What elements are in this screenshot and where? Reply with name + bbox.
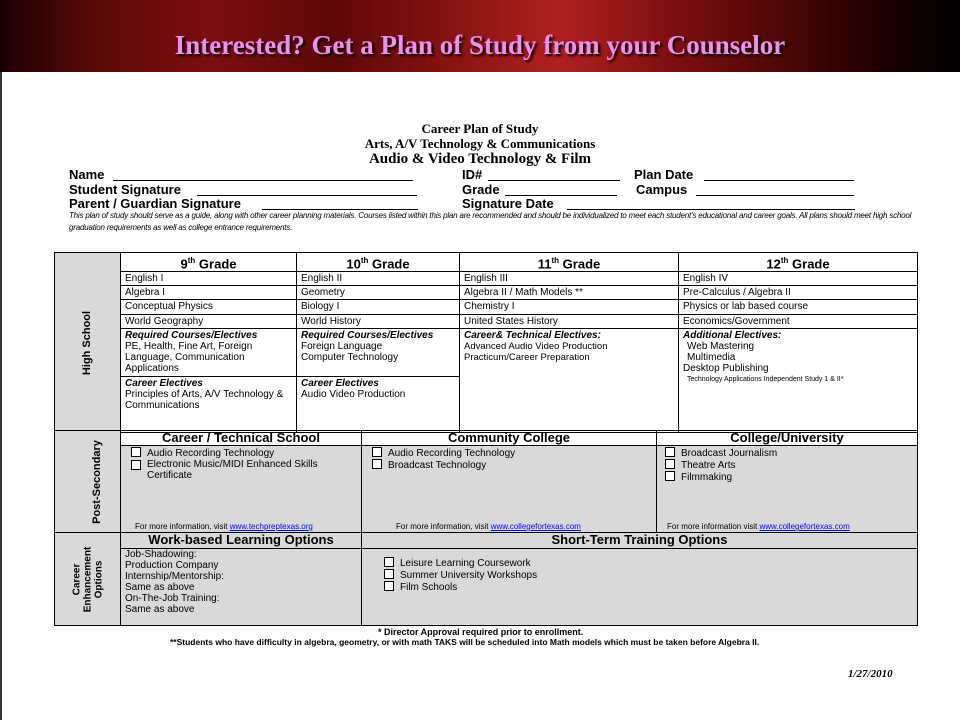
checkbox[interactable]: [372, 447, 382, 457]
option-item: Filmmaking: [665, 471, 909, 483]
plan-note: This plan of study should serve as a guide, along with other career planning materials. Courses listed within this plan are recommended and should be individualized to meet each student's educational and career goals. All plans should meet high school graduation requirements as well as college entrance requirements.: [69, 211, 912, 232]
work-item: Internship/Mentorship:: [125, 571, 224, 582]
plan-date-field[interactable]: [704, 180, 854, 181]
career-enhancement-label-cell: [55, 533, 121, 626]
option-item: Summer University Workshops: [384, 569, 895, 581]
grade-9-header: 9th Grade: [121, 253, 297, 272]
footnote-math: **Students who have difficulty in algebra, geometry, or with math TAKS will be scheduled into Math models which must be taken before Algebra II.: [170, 637, 760, 647]
grade-label: Grade: [462, 182, 500, 197]
course-cell: English II: [297, 272, 460, 286]
course-cell: Economics/Government: [679, 315, 918, 329]
course-cell: English I: [121, 272, 297, 286]
campus-label: Campus: [636, 182, 688, 197]
id-label: ID#: [462, 167, 483, 182]
course-row: [55, 300, 918, 315]
career-enhancement-label: Career Enhancement Options: [71, 546, 105, 612]
elective-item: Desktop Publishing: [683, 363, 769, 375]
course-cell: Pre-Calculus / Algebra II: [679, 286, 918, 300]
required-electives-heading: Required Courses/Electives: [301, 330, 434, 342]
option-item: Broadcast Journalism: [665, 447, 909, 459]
work-based-learning-header: Work-based Learning Options: [121, 533, 362, 549]
high-school-label: High School: [81, 310, 94, 375]
career-electives-heading: Career Electives: [125, 378, 203, 390]
elective-item-small: Technology Applications Independent Study 1 & II*: [687, 376, 844, 384]
option-item: Audio Recording Technology: [131, 447, 351, 459]
career-electives-text: Principles of Arts, A/V Technology & Communications: [125, 389, 284, 412]
course-cell: United States History: [460, 315, 679, 329]
career-technical-school-header: Career / Technical School: [121, 431, 362, 446]
course-cell: Geometry: [297, 286, 460, 300]
grade-10-header: 10th Grade: [297, 253, 460, 272]
collegefortexas-link[interactable]: www.collegefortexas.com: [759, 522, 850, 531]
career-electives-heading: Career Electives: [301, 378, 379, 390]
option-item: Leisure Learning Coursework: [384, 557, 895, 569]
course-cell: Algebra II / Math Models **: [460, 286, 679, 300]
course-row: [55, 286, 918, 300]
checkbox[interactable]: [665, 447, 675, 457]
checkbox[interactable]: [384, 557, 394, 567]
id-field[interactable]: [488, 180, 620, 181]
course-cell: Physics or lab based course: [679, 300, 918, 315]
grade-12-electives: [679, 329, 918, 433]
career-electives-text: Audio Video Production: [301, 389, 406, 401]
required-electives-text: Foreign Language Computer Technology: [301, 341, 399, 364]
course-row: [55, 315, 918, 329]
grade-11-header: 11th Grade: [460, 253, 679, 272]
college-university-header: College/University: [657, 431, 918, 446]
elective-item: Advanced Audio Video Production: [464, 341, 608, 353]
name-field[interactable]: [113, 180, 413, 181]
collegefortexas-link[interactable]: www.collegefortexas.com: [490, 522, 581, 531]
short-term-training-cell: [362, 549, 918, 626]
elective-item: Multimedia: [687, 352, 736, 364]
form-title: Career Plan of Study: [421, 121, 539, 136]
grade-9-electives: [121, 329, 297, 433]
post-secondary-label: Post-Secondary: [90, 440, 103, 524]
more-info-text: For more information, visit www.techpreptexas.org: [135, 522, 313, 531]
course-cell: World Geography: [121, 315, 297, 329]
form-pathway: Audio & Video Technology & Film: [368, 151, 592, 167]
slide-left-edge: [0, 72, 2, 720]
grade-11-electives: [460, 329, 679, 433]
parent-signature-label: Parent / Guardian Signature: [69, 196, 241, 211]
name-label: Name: [69, 167, 105, 182]
community-college-header: Community College: [362, 431, 657, 446]
high-school-table: [54, 252, 918, 433]
slide-banner: [0, 0, 960, 72]
required-electives-heading: Required Courses/Electives: [125, 330, 258, 342]
footnote-director: * Director Approval required prior to enrollment.: [378, 627, 584, 637]
checkbox[interactable]: [665, 459, 675, 469]
college-university-cell: [657, 446, 918, 534]
additional-electives-heading: Additional Electives:: [683, 330, 782, 342]
more-info-text: For more information, visit www.collegefortexas.com: [396, 522, 581, 531]
elective-item: Web Mastering: [687, 341, 755, 353]
checkbox[interactable]: [384, 581, 394, 591]
work-item: Same as above: [125, 582, 195, 593]
community-college-cell: [362, 446, 657, 534]
techprep-link[interactable]: www.techpreptexas.org: [229, 522, 313, 531]
short-term-training-header: Short-Term Training Options: [362, 533, 918, 549]
career-technical-school-cell: [121, 446, 362, 534]
course-cell: Chemistry I: [460, 300, 679, 315]
checkbox[interactable]: [665, 471, 675, 481]
course-cell: English III: [460, 272, 679, 286]
grade-12-header: 12th Grade: [679, 253, 918, 272]
course-cell: Biology I: [297, 300, 460, 315]
work-based-learning-cell: [121, 549, 362, 626]
work-item: On-The-Job Training:: [125, 593, 220, 604]
campus-field[interactable]: [696, 195, 854, 196]
checkbox[interactable]: [131, 447, 141, 457]
option-item: Audio Recording Technology: [372, 447, 646, 459]
plan-date-label: Plan Date: [634, 167, 694, 182]
post-secondary-table: [54, 430, 918, 534]
slide-title: Interested? Get a Plan of Study from your Counselor: [174, 30, 786, 60]
course-row: [55, 272, 918, 286]
high-school-label-cell: [55, 253, 121, 433]
career-enhancement-table: [54, 532, 918, 626]
grade-10-electives: [297, 329, 460, 433]
work-item: Production Company: [125, 560, 219, 571]
elective-item: Practicum/Career Preparation: [464, 352, 590, 364]
student-signature-label: Student Signature: [69, 182, 181, 197]
document-date: 1/27/2010: [848, 668, 893, 680]
option-item: Electronic Music/MIDI Enhanced Skills Certificate: [131, 459, 351, 481]
form-cluster: Arts, A/V Technology & Communications: [364, 136, 596, 151]
checkbox[interactable]: [372, 459, 382, 469]
option-item: Broadcast Technology: [372, 459, 646, 471]
work-item: Same as above: [125, 604, 195, 615]
checkbox[interactable]: [384, 569, 394, 579]
signature-date-label: Signature Date: [462, 196, 554, 211]
course-cell: World History: [297, 315, 460, 329]
option-item: Theatre Arts: [665, 459, 909, 471]
post-secondary-label-cell: [55, 431, 121, 534]
course-cell: English IV: [679, 272, 918, 286]
work-item: Job-Shadowing:: [125, 549, 197, 560]
technical-electives-heading: Career& Technical Electives:: [464, 330, 601, 342]
checkbox[interactable]: [131, 460, 141, 470]
course-cell: Conceptual Physics: [121, 300, 297, 315]
option-item: Film Schools: [384, 581, 895, 593]
required-electives-text: PE, Health, Fine Art, Foreign Language, Communication Applications: [125, 341, 253, 375]
more-info-text: For more information visit www.collegefortexas.com: [667, 522, 850, 531]
course-cell: Algebra I: [121, 286, 297, 300]
